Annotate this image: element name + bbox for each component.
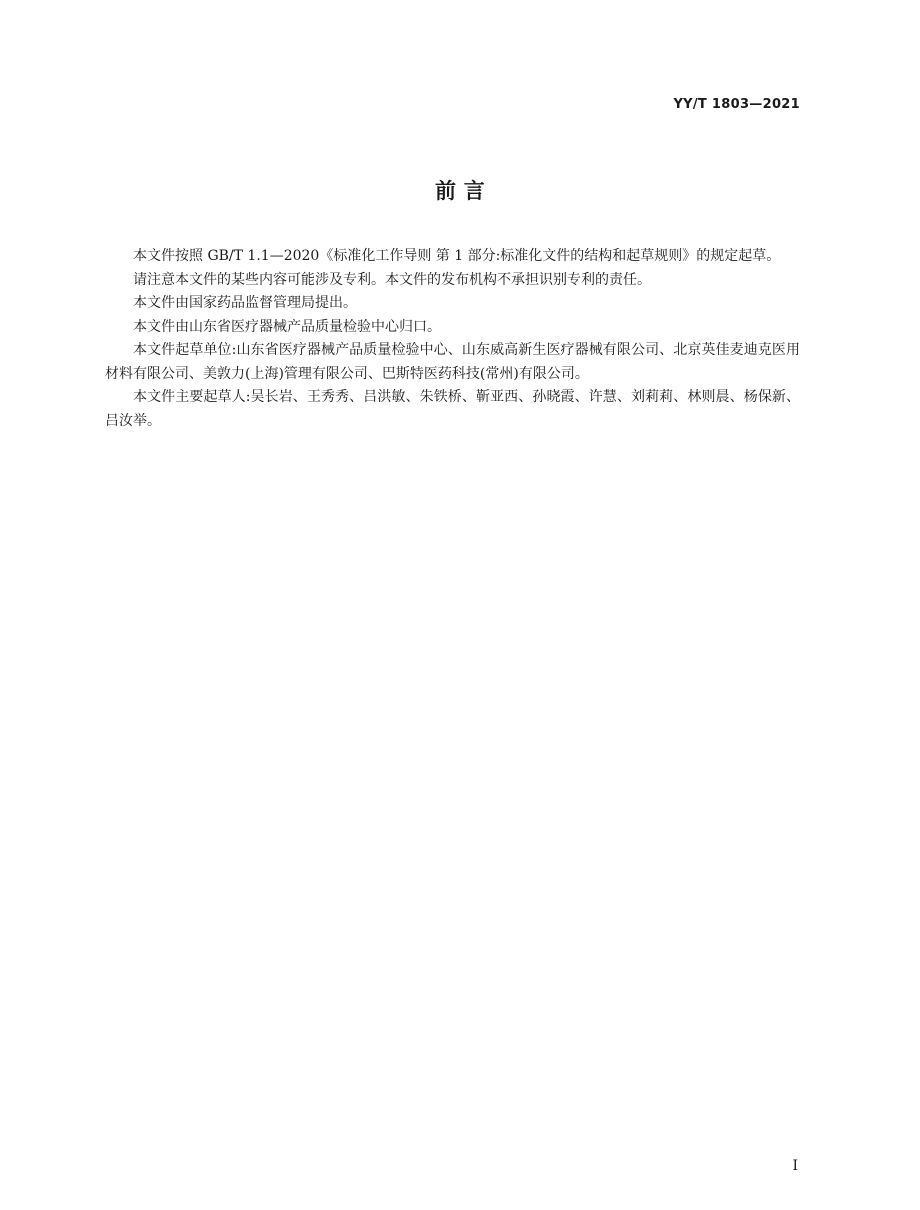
document-code: YY/T 1803—2021 [673, 97, 800, 112]
paragraph-centralized-unit: 本文件由山东省医疗器械产品质量检验中心归口。 [133, 318, 441, 335]
document-body [105, 245, 800, 433]
paragraph-main-drafters: 本文件主要起草人:吴长岩、王秀秀、吕洪敏、朱铁桥、靳亚西、孙晓霞、许慧、刘莉莉、林则晨、杨保新、吕汝举。 [105, 389, 800, 429]
page-number: I [792, 1158, 798, 1174]
paragraph-patent-notice: 请注意本文件的某些内容可能涉及专利。本文件的发布机构不承担识别专利的责任。 [133, 271, 651, 288]
paragraph-proposer: 本文件由国家药品监督管理局提出。 [133, 295, 357, 311]
paragraph-drafting-rules: 本文件按照 GB/T 1.1—2020《标准化工作导则 第 1 部分:标准化文件的结构和起草规则》的规定起草。 [133, 248, 781, 264]
paragraph-drafting-units: 本文件起草单位:山东省医疗器械产品质量检验中心、山东威高新生医疗器械有限公司、北京英佳麦迪克医用材料有限公司、美敦力(上海)管理有限公司、巴斯特医药科技(常州)有限公司。 [105, 342, 800, 382]
page-title: 前 言 [435, 179, 485, 203]
